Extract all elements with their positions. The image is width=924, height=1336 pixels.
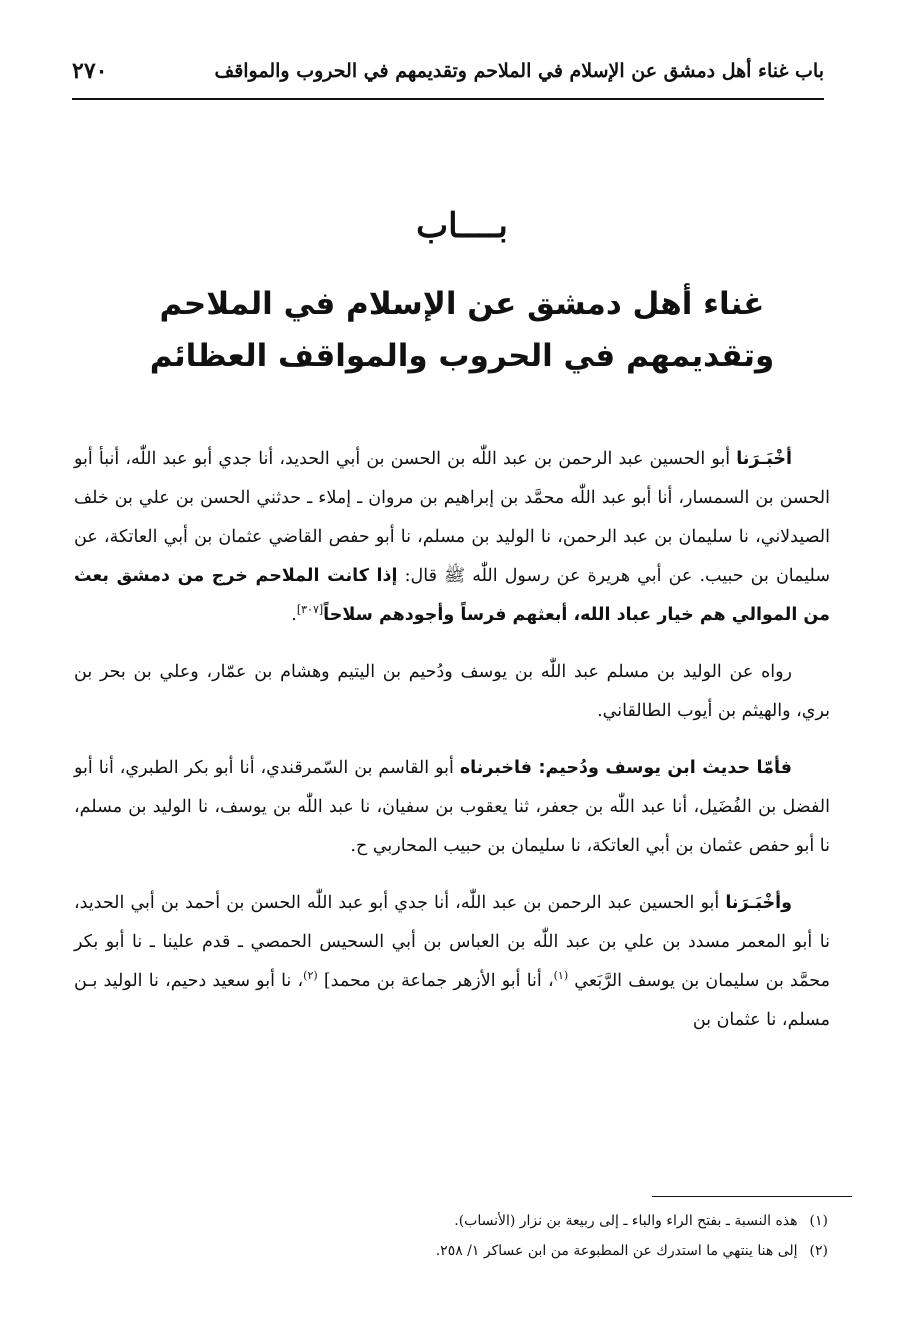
footnote-marker-1: (١) (553, 969, 569, 983)
page-number: ٢٧٠ (72, 58, 108, 84)
chapter-title (0, 278, 924, 382)
body-text (74, 440, 830, 1058)
chapter-title-line-2: وتقديمهم في الحروب والمواقف العظائم (149, 338, 775, 374)
paragraph-1 (74, 440, 830, 635)
chapter-title-line-1: غناء أهل دمشق عن الإسلام في الملاحم (159, 286, 765, 322)
paragraph-4 (74, 884, 830, 1040)
paragraph-text: ، نا أبو سعيد دحيم، نا الوليد بـن مسلم، نا عثمان بن (74, 971, 830, 1030)
hadith-reference: [٣٠٧] (296, 603, 324, 617)
chapter-label: بــــاب (416, 206, 508, 246)
footnote-divider (652, 1196, 852, 1197)
paragraph-lead: وأخْبَـرَنا (725, 893, 792, 913)
footnote-marker-2: (٢) (303, 969, 318, 983)
footnote-number: (١) (809, 1213, 828, 1229)
paragraph-2: رواه عن الوليد بن مسلم عبد اللّٰه بن يوسف ودُحيم بن اليتيم وهشام بن عمّار، وعلي بن بحر بن بري، والهيثم بن أيوب الطالقاني. (74, 662, 830, 721)
paragraph-end: . (291, 605, 297, 625)
footnote-text: إلى هنا ينتهي ما استدرك عن المطبوعة من ابن عساكر ١/ ٢٥٨. (435, 1243, 798, 1259)
paragraph-3 (74, 749, 830, 866)
footnote-1 (72, 1206, 828, 1236)
running-title: باب غناء أهل دمشق عن الإسلام في الملاحم وتقديمهم في الحروب والمواقف (214, 60, 824, 82)
paragraph-lead: فأمّا حديث ابن يوسف ودُحيم: فاخبرناه (459, 758, 792, 778)
paragraph-lead: أخْبَـرَنا (736, 449, 792, 469)
footnote-number: (٢) (809, 1243, 828, 1259)
footnote-2 (72, 1236, 828, 1266)
paragraph-text: أبو القاسم بن السّمرقندي، أنا أبو بكر الطبري، أنا أبو الفضل بن الفُضَيل، أنا عبد اللّٰه بن جعفر، ثنا يعقوب بن سفيان، نا عبد اللّٰه بن يوسف، نا الوليد بن مسلم، نا أبو حفص عثمان بن أبي العاتكة، نا سليمان بن حبيب المحاربي ح. (74, 758, 830, 856)
paragraph-text: أبو الحسين عبد الرحمن بن عبد اللّٰه بن الحسن بن أبي الحديد، أنا جدي أبو عبد اللّٰه، أنبأ أبو الحسن بن السمسار، أنا أبو عبد اللّٰه محمَّد بن إبراهيم بن مروان ـ إملاء ـ حدثني الحسن بن علي بن خلف الصيدلاني، نا سليمان بن عبد الرحمن، نا الوليد بن مسلم، نا أبو حفص القاضي عثمان بن أبي العاتكة، عن سليمان بن حبيب. عن أبي هريرة عن رسول اللّٰه ﷺ قال: (74, 449, 831, 586)
hadith-text: إذا كانت الملاحم خرج من دمشق بعث من الموالي هم خيار عباد الله، أبعثهم فرساً وأجودهم سلاحاً (74, 566, 830, 625)
footnote-text: هذه النسبة ـ بفتح الراء والباء ـ إلى ربيعة بن نزار (الأنساب). (454, 1213, 798, 1229)
page-header (72, 58, 824, 100)
paragraph-text: أبو الحسين عبد الرحمن بن عبد اللّٰه، أنا جدي أبو عبد اللّٰه الحسن بن أحمد بن أبي الحديد، نا أبو المعمر مسدد بن علي بن عبد اللّٰه بن العباس بن أبي السحيس الحمصي ـ قدم علينا ـ نا أبو بكر محمَّد بن سليمان بن يوسف الرَّبَعي (74, 893, 830, 991)
paragraph-text: ، أنا أبو الأزهر جماعة بن محمد] (323, 971, 554, 991)
footnotes (72, 1206, 828, 1266)
